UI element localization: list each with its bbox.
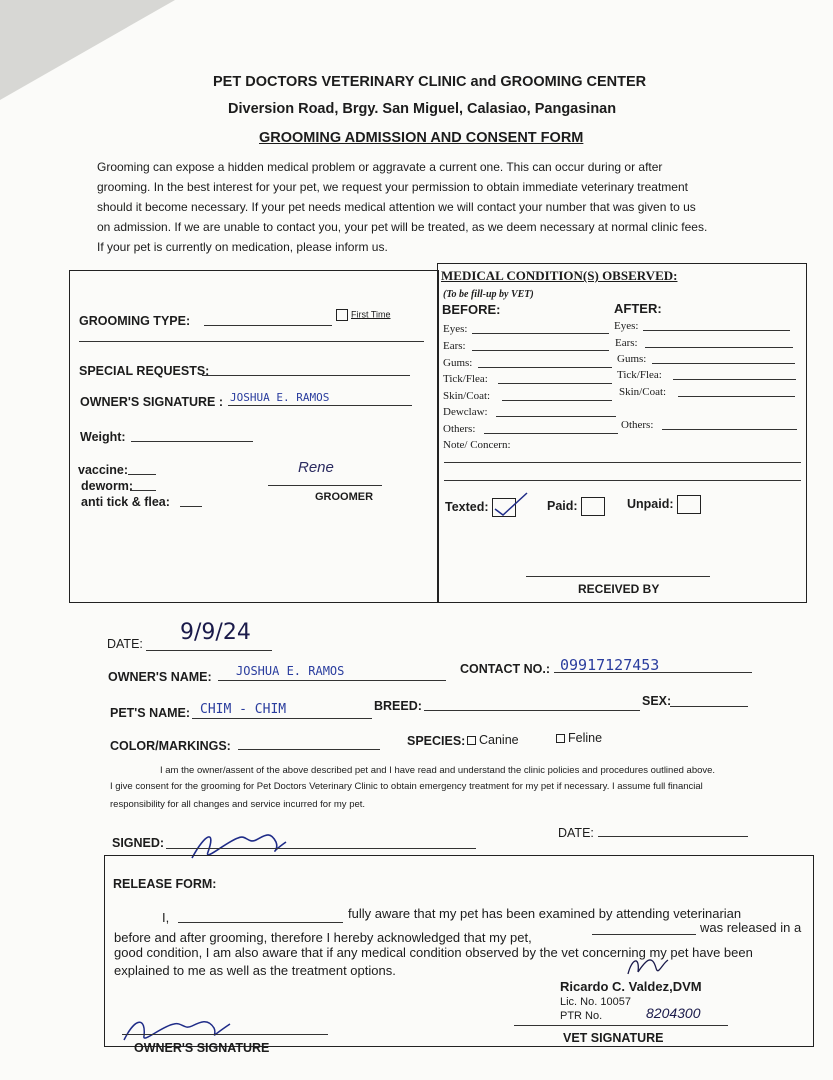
before-gums-field[interactable] [478,367,612,368]
deworm-field[interactable] [130,490,156,491]
intro-line: grooming. In the best interest for your pet, we request your permission to obtain immediate veterinary treatment [97,180,688,194]
date-value: 9/9/24 [180,620,251,645]
pet-name-value: CHIM - CHIM [200,702,287,717]
signed-field[interactable] [166,848,476,849]
before-others-label: Others: [443,423,476,435]
medical-title: MEDICAL CONDITION(S) OBSERVED: [441,268,678,283]
texted-checkbox[interactable] [445,498,516,517]
after-ears-label: Ears: [615,337,638,349]
after-others-field[interactable] [662,429,797,430]
groomer-signature-line[interactable] [268,485,382,486]
consent-line-2: I give consent for the grooming for Pet Doctors Veterinary Clinic to obtain emergency treatment for my pet if necessary. I assume full financial [110,781,703,792]
vet-lic-no: Lic. No. 10057 [560,996,631,1008]
before-heading: BEFORE: [442,302,501,317]
sex-label: SEX: [642,694,672,708]
owner-name-label: OWNER'S NAME: [108,670,212,684]
release-line-3: good condition, I am also aware that if any medical condition observed by the vet concerning my pet have been [114,945,753,960]
release-line-1: fully aware that my pet has been examined by attending veterinarian [348,906,742,921]
pet-name-label: PET'S NAME: [110,706,191,720]
unpaid-label: Unpaid: [627,496,674,511]
before-skin-label: Skin/Coat: [443,390,491,402]
canine-checkbox[interactable] [467,733,519,747]
release-owner-signature-line[interactable] [122,1034,328,1035]
unpaid-checkbox[interactable] [627,495,701,514]
weight-label: Weight: [80,430,126,444]
canine-label: Canine [479,733,519,747]
owner-signature-label: OWNER'S SIGNATURE : [80,395,224,409]
check-mark-icon [491,489,531,517]
after-eyes-label: Eyes: [614,320,639,332]
clinic-name: PET DOCTORS VETERINARY CLINIC and GROOMING CENTER [213,74,647,90]
release-line-4: explained to me as well as the treatment options. [114,963,396,978]
feline-label: Feline [568,731,603,745]
intro-line: If your pet is currently on medication, please inform us. [97,240,388,254]
signed-label: SIGNED: [112,836,165,850]
after-tick-label: Tick/Flea: [617,369,662,381]
received-by-label: RECEIVED BY [578,582,660,596]
groomer-signature: Rene [298,459,334,476]
vaccine-label: vaccine: [78,463,129,477]
paid-box [581,497,605,516]
after-ears-field[interactable] [645,347,793,348]
anti-tick-label: anti tick & flea: [81,495,170,509]
groomer-label: GROOMER [315,491,374,503]
checkbox-icon [556,734,565,743]
grooming-extra-line [79,341,424,342]
intro-line: should it become necessary. If your pet needs medical attention we will contact your number that was given to us [97,200,696,214]
consent-date-field[interactable] [598,836,748,837]
grooming-type-label: GROOMING TYPE: [79,314,191,328]
before-others-field[interactable] [484,433,618,434]
species-label: SPECIES: [407,734,466,748]
date-field[interactable] [146,650,272,651]
first-time-checkbox[interactable] [336,309,391,321]
medical-subtitle: (To be fill-up by VET) [443,289,534,300]
release-i-label: I, [162,910,170,925]
grooming-type-field[interactable] [204,325,332,326]
feline-checkbox[interactable] [556,731,602,745]
owner-signature-field[interactable] [228,405,412,406]
consent-date-label: DATE: [558,826,594,840]
before-eyes-field[interactable] [472,333,609,334]
received-by-line[interactable] [526,576,710,577]
intro-paragraph [97,157,747,257]
release-owner-name-field[interactable] [178,922,343,923]
special-requests-label: SPECIAL REQUESTS: [79,364,210,378]
before-gums-label: Gums: [443,357,473,369]
contact-field[interactable] [554,672,752,673]
after-skin-field[interactable] [678,396,795,397]
release-line-2b: was released in a [700,920,802,935]
before-dewclaw-field[interactable] [496,416,616,417]
release-line-2a: before and after grooming, therefore I hereby acknowledged that my pet, [114,930,532,945]
vet-signature-label: VET SIGNATURE [563,1031,664,1045]
texted-label: Texted: [445,499,489,514]
intro-line: on admission. If we are unable to contact you, your pet will be treated, as we deem necessary at normal clinic fees. [97,220,708,234]
after-gums-label: Gums: [617,353,647,365]
note-field-2[interactable] [444,480,801,481]
special-requests-field[interactable] [202,375,410,376]
first-time-label: First Time [351,309,391,320]
note-label: Note/ Concern: [443,439,511,451]
sex-field[interactable] [670,706,748,707]
checkbox-icon [336,309,348,321]
after-tick-field[interactable] [673,379,796,380]
pet-name-field[interactable] [192,718,372,719]
intro-line: Grooming can expose a hidden medical problem or aggravate a current one. This can occur during or after [97,160,663,174]
release-owner-signature-label: OWNER'S SIGNATURE [134,1041,270,1055]
vet-signature-scribble [622,950,672,984]
anti-tick-field[interactable] [180,506,202,507]
vet-name: Ricardo C. Valdez,DVM [560,979,702,994]
before-skin-field[interactable] [502,400,612,401]
contact-label: CONTACT NO.: [460,662,551,676]
paid-label: Paid: [547,498,578,513]
before-tick-label: Tick/Flea: [443,373,488,385]
clinic-address: Diversion Road, Brgy. San Miguel, Calasiao, Pangasinan [228,101,617,117]
paid-checkbox[interactable] [547,497,605,516]
vet-signature-line[interactable] [514,1025,728,1026]
before-dewclaw-label: Dewclaw: [443,406,488,418]
after-skin-label: Skin/Coat: [619,386,667,398]
date-label: DATE: [107,637,143,651]
vaccine-field[interactable] [128,474,156,475]
texted-box [492,498,516,517]
consent-line-1: I am the owner/assent of the above described pet and I have read and understand the clinic policies and procedures outlined above. [160,765,716,776]
after-eyes-field[interactable] [643,330,790,331]
consent-line-3: responsibility for all changes and service incurred for my pet. [110,799,366,810]
release-pet-name-field[interactable] [592,934,696,935]
before-eyes-label: Eyes: [443,323,468,335]
color-markings-field[interactable] [238,749,380,750]
after-others-label: Others: [621,419,654,431]
after-heading: AFTER: [614,301,662,316]
checkbox-icon [467,736,476,745]
contact-value: 09917127453 [560,656,660,674]
release-title: RELEASE FORM: [113,877,217,891]
owner-signature-value: JOSHUA E. RAMOS [230,391,330,404]
form-title: GROOMING ADMISSION AND CONSENT FORM [259,130,584,146]
note-field-1[interactable] [444,462,801,463]
owner-name-value: JOSHUA E. RAMOS [236,664,345,678]
vet-ptr-label: PTR No. [560,1010,603,1022]
before-tick-field[interactable] [498,383,612,384]
weight-field[interactable] [131,441,253,442]
before-ears-label: Ears: [443,340,466,352]
unpaid-box [677,495,701,514]
owner-name-field[interactable] [218,680,446,681]
before-ears-field[interactable] [472,350,609,351]
after-gums-field[interactable] [652,363,795,364]
deworm-label: deworm: [81,479,134,493]
folded-corner [0,0,175,100]
vet-ptr-value: 8204300 [646,1005,701,1021]
breed-field[interactable] [424,710,640,711]
breed-label: BREED: [374,699,422,713]
color-markings-label: COLOR/MARKINGS: [110,739,231,753]
